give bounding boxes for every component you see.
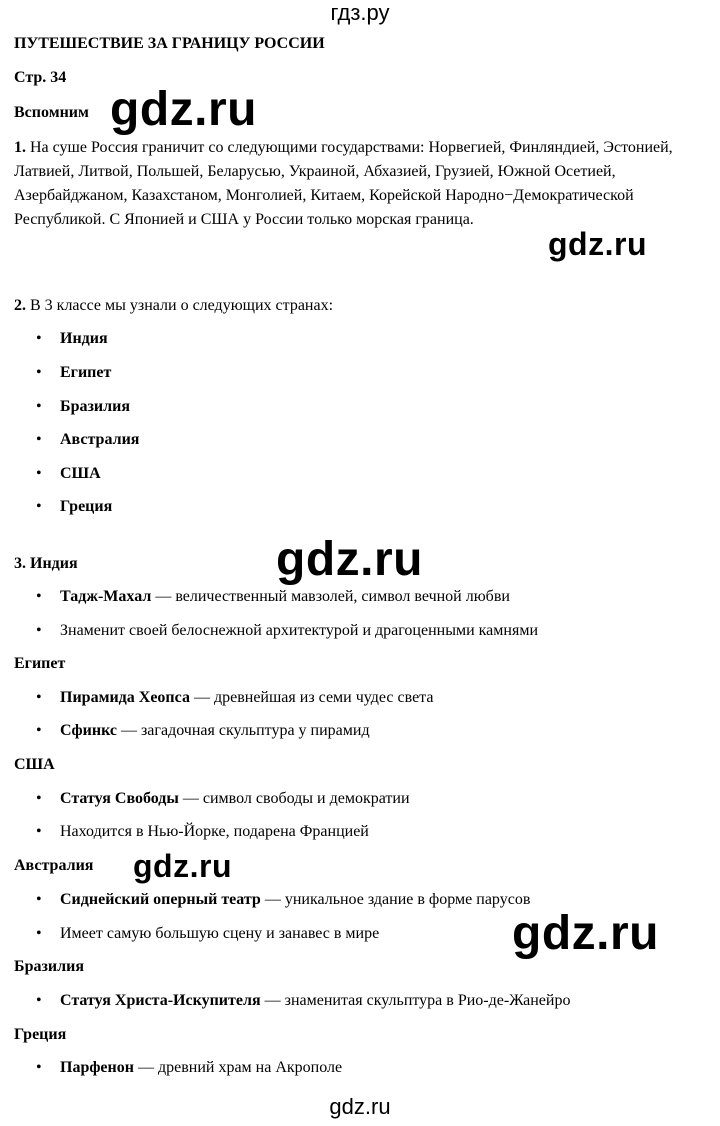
q3-number: 3.	[14, 555, 26, 572]
q1-number: 1.	[14, 139, 26, 156]
site-header: гдз.ру	[330, 0, 390, 25]
bullet: •	[36, 330, 42, 347]
bullet: •	[36, 790, 42, 807]
section-heading-usa: США	[14, 756, 55, 773]
bullet: •	[36, 431, 42, 448]
bullet: •	[36, 722, 42, 739]
landmark-desc: — загадочная скульптура у пирамид	[116, 722, 370, 739]
section-heading-brazil: Бразилия	[14, 958, 84, 975]
country-item: Бразилия	[60, 398, 130, 415]
watermark-logo: gdz.ru	[110, 83, 257, 136]
q2-text: В 3 классе мы узнали о следующих странах:	[30, 297, 334, 314]
bullet: •	[36, 925, 42, 942]
bullet: •	[36, 398, 42, 415]
bullet: •	[36, 891, 42, 908]
section-heading-egypt: Египет	[14, 655, 66, 672]
page-label: Стр. 34	[14, 69, 67, 86]
remember-label: Вспомним	[14, 104, 89, 121]
landmark-desc: Находится в Нью-Йорке, подарена Францией	[60, 823, 369, 840]
bullet: •	[36, 588, 42, 605]
country-item: Греция	[60, 498, 113, 515]
landmark-name: Сфинкс	[60, 722, 117, 739]
landmark-desc: Имеет самую большую сцену и занавес в мире	[60, 925, 380, 942]
bullet: •	[36, 992, 42, 1009]
watermark-logo: gdz.ru	[548, 226, 647, 262]
bullet: •	[36, 823, 42, 840]
landmark-desc: — уникальное здание в форме парусов	[260, 891, 531, 908]
country-item: Индия	[60, 330, 108, 347]
bullet: •	[36, 1059, 42, 1076]
q1-text: На суше Россия граничит со следующими государствами: Норвегией, Финляндией, Эстонией, Латвией, Литвой, Польшей, Беларусью, Украиной, Абхазией, Грузией, Южной Осетией, Азербайджаном, Казахстаном, Монголией, Китаем, Корейской Народно−Демократической Республикой. С Японией и США у России только морская граница.	[14, 139, 673, 228]
bullet: •	[36, 622, 42, 639]
country-item: Австралия	[60, 431, 140, 448]
q3-heading-india	[14, 555, 78, 573]
landmark-name: Парфенон	[60, 1059, 134, 1076]
landmark-item	[60, 790, 410, 808]
watermark-logo: gdz.ru	[276, 533, 423, 586]
landmark-desc: — символ свободы и демократии	[178, 790, 410, 807]
q1-paragraph	[14, 136, 704, 232]
site-footer: gdz.ru	[329, 1094, 391, 1119]
page-title: ПУТЕШЕСТВИЕ ЗА ГРАНИЦУ РОССИИ	[14, 35, 325, 52]
section-name: Индия	[30, 555, 78, 572]
landmark-desc: Знаменит своей белоснежной архитектурой и драгоценными камнями	[60, 622, 539, 639]
landmark-desc: — величественный мавзолей, символ вечной любви	[151, 588, 510, 605]
landmark-desc: — древний храм на Акрополе	[133, 1059, 343, 1076]
landmark-item	[60, 925, 379, 943]
q2-intro	[14, 297, 333, 315]
landmark-name: Тадж-Махал	[60, 588, 152, 605]
landmark-desc: — древнейшая из семи чудес света	[189, 689, 434, 706]
landmark-item	[60, 622, 538, 640]
landmark-name: Статуя Свободы	[60, 790, 179, 807]
landmark-item	[60, 891, 530, 909]
country-item: Египет	[60, 364, 112, 381]
q2-number: 2.	[14, 297, 26, 314]
landmark-item	[60, 722, 370, 740]
bullet: •	[36, 465, 42, 482]
landmark-item	[60, 588, 510, 606]
landmark-name: Пирамида Хеопса	[60, 689, 190, 706]
landmark-item	[60, 689, 433, 707]
section-heading-greece: Греция	[14, 1026, 67, 1043]
landmark-item	[60, 1059, 342, 1077]
bullet: •	[36, 364, 42, 381]
bullet: •	[36, 498, 42, 515]
landmark-name: Сиднейский оперный театр	[60, 891, 261, 908]
landmark-name: Статуя Христа-Искупителя	[60, 992, 261, 1009]
watermark-logo: gdz.ru	[133, 848, 232, 884]
landmark-item	[60, 992, 570, 1010]
bullet: •	[36, 689, 42, 706]
landmark-desc: — знаменитая скульптура в Рио-де-Жанейро	[260, 992, 571, 1009]
country-item: США	[60, 465, 101, 482]
watermark-logo: gdz.ru	[512, 907, 659, 960]
landmark-item	[60, 823, 369, 841]
section-heading-australia: Австралия	[14, 857, 94, 874]
